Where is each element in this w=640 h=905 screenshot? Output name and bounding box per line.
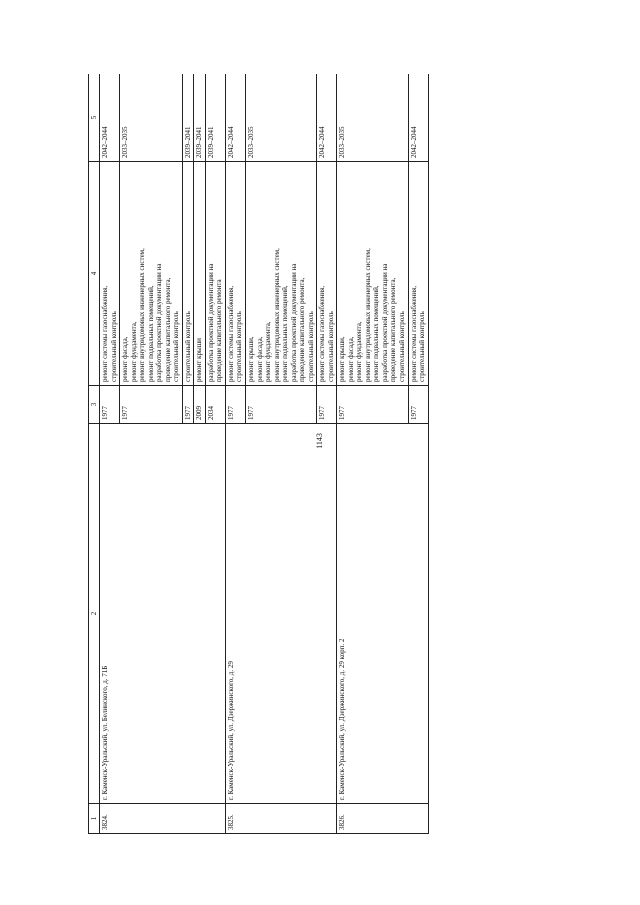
row-year: 1977 <box>245 386 316 424</box>
row-period: 2039–2041 <box>194 74 206 162</box>
row-period: 2042–2044 <box>225 74 245 162</box>
header-col-1: 1 <box>89 804 100 834</box>
header-col-3: 3 <box>89 386 100 424</box>
header-col-2: 2 <box>89 424 100 804</box>
row-work: ремонт системы газоснабжения, строительный контроль <box>100 162 120 386</box>
row-year: 1977 <box>337 386 408 424</box>
row-period: 2033–2035 <box>120 74 183 162</box>
row-work: ремонт системы газоснабжения, строительный контроль <box>408 162 428 386</box>
row-year: 1977 <box>408 386 428 424</box>
row-year: 2009 <box>194 386 206 424</box>
row-work: строительный контроль <box>182 162 194 386</box>
header-col-4: 4 <box>89 162 100 386</box>
row-year: 1977 <box>120 386 183 424</box>
rotated-table-container <box>88 74 530 834</box>
row-period: 2042–2044 <box>317 74 337 162</box>
row-work: разработка проектной документации на проведение капитального ремонта <box>205 162 225 386</box>
row-work: ремонт системы газоснабжения, строительный контроль <box>317 162 337 386</box>
row-work: ремонт крыши, ремонт фасада, ремонт фундамента, ремонт внутридомовых инженерных систем, ремонт подвальных помещений, разработка проектной документации на проведение капитального ремонта, строительный контроль <box>245 162 316 386</box>
row-period: 2042–2044 <box>408 74 428 162</box>
row-number: 3825. <box>225 804 336 834</box>
table-row <box>337 74 408 834</box>
table-row <box>225 74 245 834</box>
table-header-row <box>89 74 100 834</box>
row-number: 3824. <box>100 804 226 834</box>
row-work: ремонт крыши <box>194 162 206 386</box>
header-col-5: 5 <box>89 74 100 162</box>
row-period: 2039–2041 <box>182 74 194 162</box>
rotated-table <box>88 74 530 834</box>
row-work: ремонт крыши, ремонт фасада, ремонт фундамента, ремонт внутридомовых инженерных систем, ремонт подвальных помещений, разработка проектной документации на проведение капитального ремонта, строительный контроль <box>337 162 408 386</box>
row-address: г. Каменск-Уральский, ул. Дзержинского, д. 29 <box>225 424 336 804</box>
row-address: г. Каменск-Уральский, ул. Дзержинского, д. 29 корп. 2 <box>337 424 428 804</box>
row-work: ремонт системы газоснабжения, строительный контроль <box>225 162 245 386</box>
row-period: 2033–2035 <box>245 74 316 162</box>
row-year: 1977 <box>100 386 120 424</box>
row-year: 2034 <box>205 386 225 424</box>
row-period: 2033–2035 <box>337 74 408 162</box>
row-period: 2039–2041 <box>205 74 225 162</box>
table-row <box>100 74 120 834</box>
page-number: 1143 <box>315 433 324 449</box>
row-address: г. Каменск-Уральский, ул. Белинского, д. 71Б <box>100 424 226 804</box>
row-year: 1977 <box>225 386 245 424</box>
row-work: ремонт фасада, ремонт фундамента, ремонт внутридомовых инженерных систем, ремонт подвальных помещений, разработка проектной документации на проведение капитального ремонта, строительный контроль <box>120 162 183 386</box>
row-year: 1977 <box>317 386 337 424</box>
row-number: 3826. <box>337 804 428 834</box>
repair-schedule-table <box>88 74 429 834</box>
row-year: 1977 <box>182 386 194 424</box>
row-period: 2042–2044 <box>100 74 120 162</box>
